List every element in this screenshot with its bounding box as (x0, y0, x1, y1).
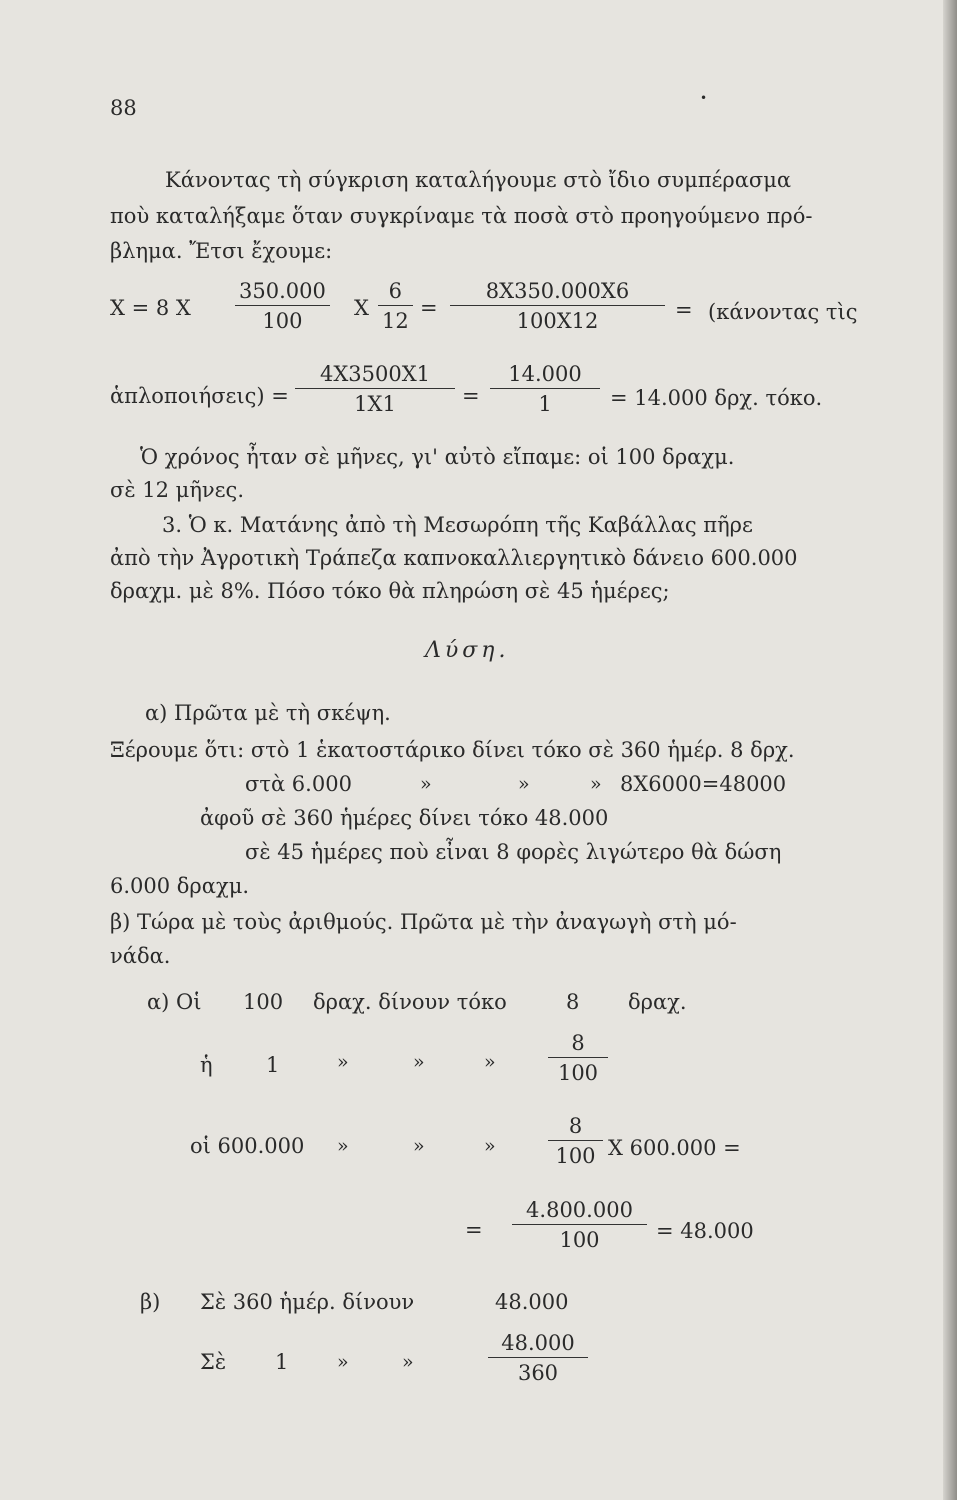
row2-quantity: 1 (266, 1053, 280, 1077)
eq2-lhs: ἁπλοποιήσεις) = (110, 384, 289, 408)
eq1-times: X (354, 296, 369, 320)
problem-line-3: δραχμ. μὲ 8%. Πόσο τόκο θὰ πληρώση σὲ 45 ἡμέρες; (110, 579, 670, 603)
eq1-f1-denominator: 100 (262, 309, 303, 333)
page-edge (943, 0, 957, 1500)
eq1-f2-denominator: 12 (382, 309, 409, 333)
ditto-mark: » (337, 1051, 349, 1073)
eq1-f1-numerator: 350.000 (239, 279, 326, 303)
row2-denominator: 100 (557, 1061, 599, 1085)
row3-rest: X 600.000 = (608, 1136, 741, 1160)
part-a-line-5: 6.000 δραχμ. (110, 874, 250, 898)
row6-quantity: 1 (275, 1350, 289, 1374)
intro-line-3: βλημα. Ἔτσι ἔχουμε: (110, 239, 333, 263)
row4-denominator: 100 (559, 1228, 600, 1252)
ditto-mark: » (590, 773, 602, 795)
eq2-equals-a: = (462, 384, 480, 408)
ditto-mark: » (420, 773, 432, 795)
part-a-line-4: σὲ 45 ἡμέρες ποὺ εἶναι 8 φορὲς λιγώτερο θὰ δώση (245, 840, 782, 864)
part-a-line-1: Ξέρουμε ὅτι: στὸ 1 ἑκατοστάρικο δίνει τόκο σὲ 360 ἡμέρ. 8 δρχ. (110, 738, 795, 762)
row4-equals: = (465, 1218, 483, 1242)
page-number: 88 (110, 96, 137, 120)
eq2-f1-numerator: 4X3500X1 (319, 362, 431, 386)
solution-title: Λύση. (425, 638, 510, 663)
row3-label: οἱ 600.000 (190, 1134, 305, 1158)
row6-fraction (488, 1333, 588, 1384)
part-a-line-3: ἀφοῦ σὲ 360 ἡμέρες δίνει τόκο 48.000 (200, 806, 609, 830)
ink-mark: • (700, 91, 708, 105)
eq2-f2-denominator: 1 (538, 392, 552, 416)
eq1-lhs: X = 8 X (110, 296, 191, 320)
row6-numerator: 48.000 (501, 1331, 575, 1355)
part-a-line-2-value: 8X6000=48000 (620, 772, 787, 796)
row2-numerator: 8 (571, 1031, 585, 1055)
part-a-heading: α) Πρῶτα μὲ τὴ σκέψη. (145, 701, 391, 725)
intro-line-2: ποὺ καταλήξαμε ὅταν συγκρίναμε τὰ ποσὰ στὸ προηγούμενο πρό- (110, 204, 813, 228)
row2-fraction (548, 1033, 608, 1084)
row4-fraction (512, 1200, 647, 1251)
row1-label: α) Οἱ (147, 990, 202, 1014)
row5-value: 48.000 (495, 1290, 569, 1314)
note-line-2: σὲ 12 μῆνες. (110, 478, 244, 502)
ditto-mark: » (402, 1351, 414, 1373)
row4-numerator: 4.800.000 (526, 1198, 633, 1222)
part-b-heading-1: β) Τώρα μὲ τοὺς ἀριθμούς. Πρῶτα μὲ τὴν ἀναγωγὴ στὴ μό- (110, 910, 737, 934)
problem-line-2: ἀπὸ τὴν Ἀγροτικὴ Τράπεζα καπνοκαλλιεργητικὸ δάνειο 600.000 (110, 546, 798, 570)
eq1-note: (κάνοντας τὶς (708, 300, 858, 324)
eq1-f3-denominator: 100X12 (516, 309, 599, 333)
eq1-f2-numerator: 6 (388, 279, 403, 303)
note-line-1: Ὁ χρόνος ἦταν σὲ μῆνες, γι' αὐτὸ εἴπαμε: οἱ 100 δραχμ. (140, 445, 735, 469)
row1-value: 8 (566, 990, 580, 1014)
row3-numerator: 8 (568, 1114, 583, 1138)
eq2-fraction-2 (490, 364, 600, 415)
row6-denominator: 360 (517, 1361, 559, 1385)
row3-denominator: 100 (555, 1144, 596, 1168)
row3-fraction (548, 1116, 603, 1167)
ditto-mark: » (413, 1135, 425, 1157)
eq1-fraction-2 (378, 281, 413, 332)
ditto-mark: » (337, 1135, 349, 1157)
ditto-mark: » (518, 773, 530, 795)
ditto-mark: » (337, 1351, 349, 1373)
eq2-f1-denominator: 1X1 (354, 392, 396, 416)
row1-quantity: 100 (243, 990, 284, 1014)
part-b-heading-2: νάδα. (110, 944, 171, 968)
ditto-mark: » (484, 1135, 496, 1157)
eq1-fraction-1 (235, 281, 330, 332)
eq1-fraction-3 (450, 281, 665, 332)
ditto-mark: » (484, 1051, 496, 1073)
intro-line-1: Κάνοντας τὴ σύγκριση καταλήγουμε στὸ ἴδιο συμπέρασμα (165, 168, 792, 192)
row2-label: ἡ (200, 1053, 213, 1077)
row1-verb: δραχ. δίνουν τόκο (313, 990, 507, 1014)
row4-result: = 48.000 (656, 1219, 754, 1243)
eq2-result: = 14.000 δρχ. τόκο. (610, 386, 823, 410)
ditto-mark: » (413, 1051, 425, 1073)
row5-text: Σὲ 360 ἡμέρ. δίνουν (200, 1290, 415, 1314)
eq2-f2-numerator: 14.000 (508, 362, 582, 386)
row6-label: Σὲ (200, 1350, 227, 1374)
part-a-line-2-label: στὰ 6.000 (245, 772, 352, 796)
row5-label: β) (140, 1290, 161, 1314)
row1-unit: δραχ. (628, 990, 687, 1014)
eq2-fraction-1 (295, 364, 455, 415)
eq1-equals-a: = (420, 296, 438, 320)
problem-line-1: 3. Ὁ κ. Ματάνης ἀπὸ τὴ Μεσωρόπη τῆς Καβάλλας πῆρε (162, 513, 753, 537)
eq1-f3-numerator: 8X350.000X6 (485, 279, 630, 303)
eq1-equals-b: = (675, 298, 693, 322)
